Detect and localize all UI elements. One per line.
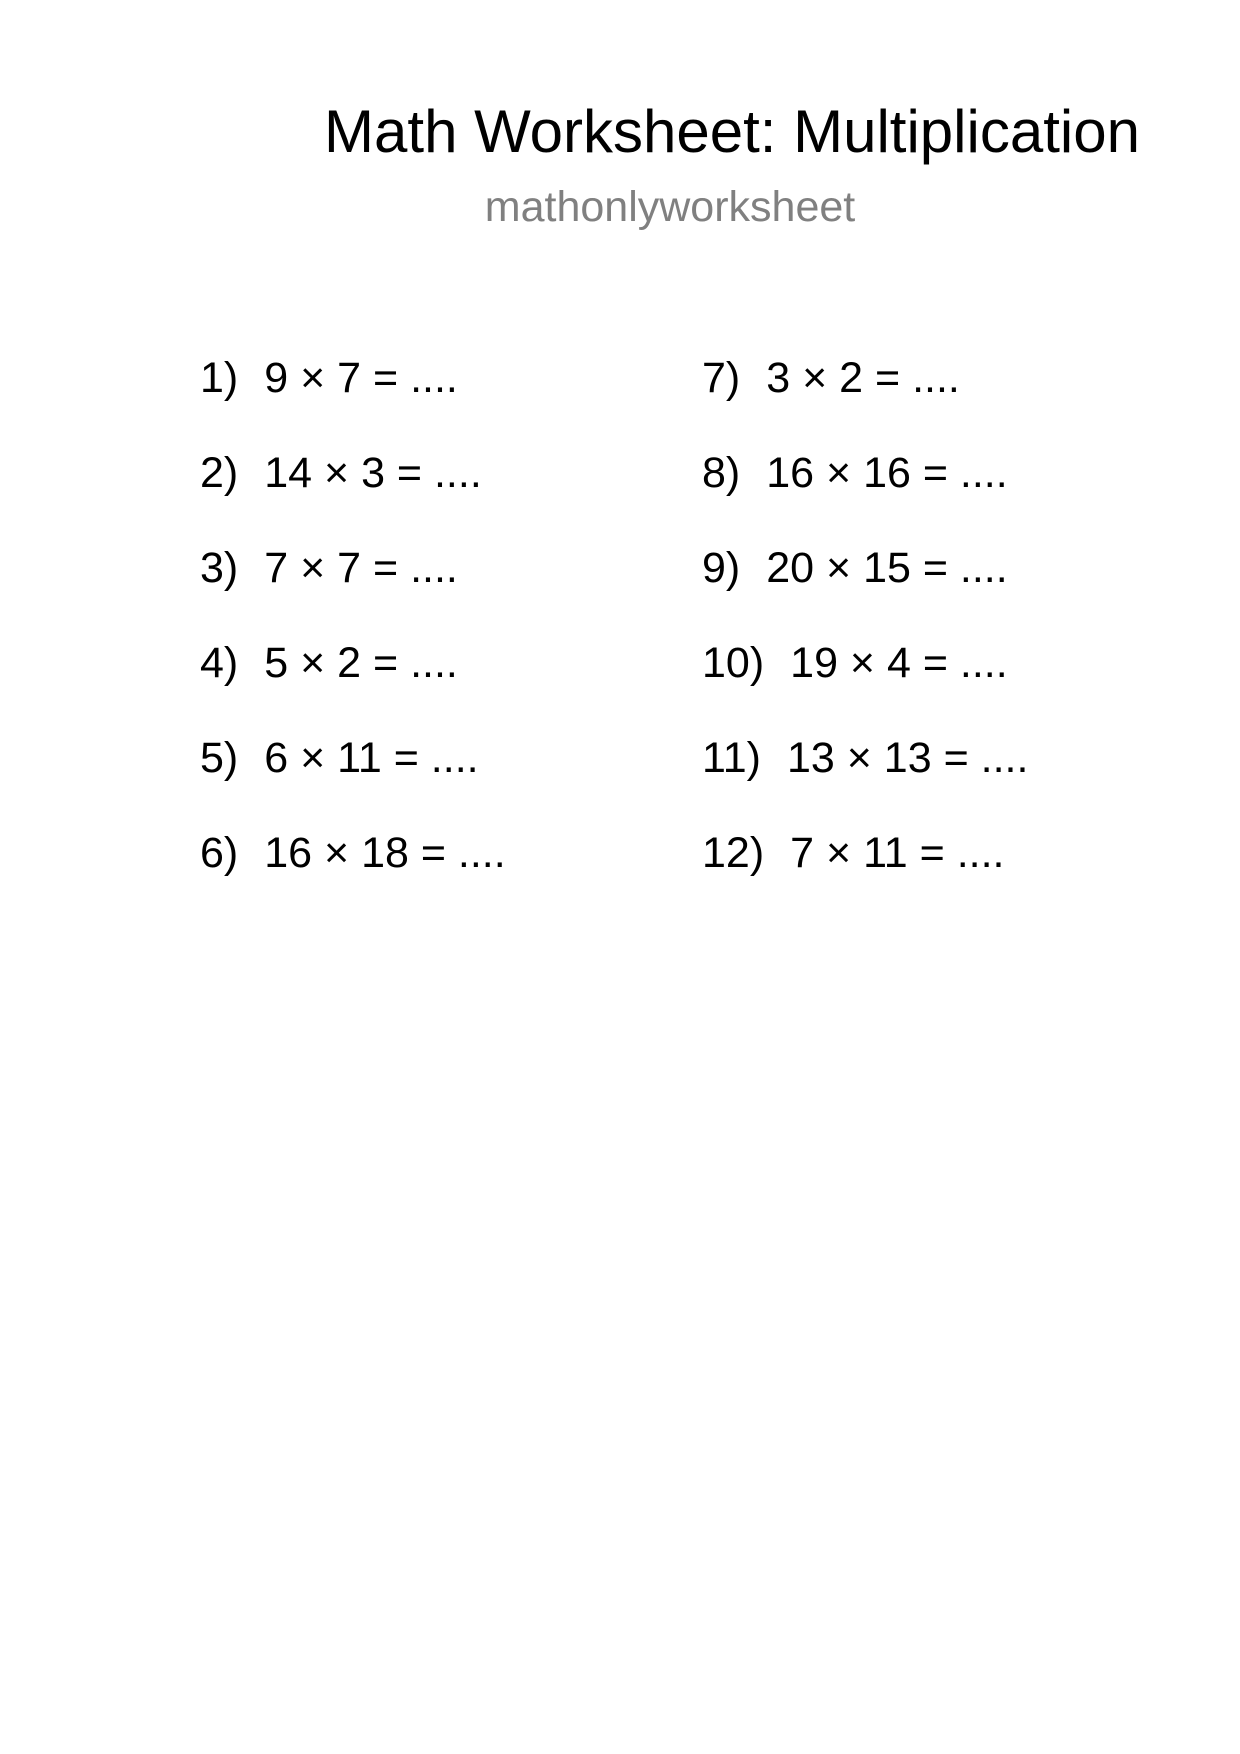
problem-item — [200, 352, 506, 447]
problem-number: 12) — [702, 829, 765, 877]
problem-number: 6) — [200, 829, 239, 877]
problem-item — [702, 447, 1028, 542]
problem-column-right — [702, 352, 1028, 922]
problem-item — [200, 542, 506, 637]
problem-item — [200, 637, 506, 732]
problem-number: 9) — [702, 544, 741, 592]
problem-item — [200, 732, 506, 827]
problem-item — [702, 637, 1028, 732]
problem-item — [702, 352, 1028, 447]
problem-item — [702, 827, 1028, 922]
problem-expression: 6 × 11 = .... — [264, 734, 479, 782]
problem-number: 4) — [200, 639, 239, 687]
problem-item — [702, 542, 1028, 637]
problem-expression: 5 × 2 = .... — [264, 639, 458, 687]
problem-item — [702, 732, 1028, 827]
problem-expression: 7 × 7 = .... — [264, 544, 458, 592]
problem-expression: 20 × 15 = .... — [766, 544, 1008, 592]
page-title: Math Worksheet: Multiplication — [324, 98, 1140, 165]
problem-number: 7) — [702, 354, 741, 402]
problem-number: 3) — [200, 544, 239, 592]
problem-expression: 16 × 16 = .... — [766, 449, 1008, 497]
problem-expression: 19 × 4 = .... — [790, 639, 1008, 687]
problem-expression: 9 × 7 = .... — [264, 354, 458, 402]
problem-number: 8) — [702, 449, 741, 497]
problem-expression: 16 × 18 = .... — [264, 829, 506, 877]
problem-column-left — [200, 352, 506, 922]
problem-item — [200, 827, 506, 922]
problem-item — [200, 447, 506, 542]
problem-number: 1) — [200, 354, 239, 402]
problem-expression: 14 × 3 = .... — [264, 449, 482, 497]
problem-number: 5) — [200, 734, 239, 782]
problem-expression: 13 × 13 = .... — [786, 734, 1029, 782]
problem-number: 11) — [702, 734, 761, 782]
problem-number: 2) — [200, 449, 239, 497]
problem-number: 10) — [702, 639, 765, 687]
problem-expression: 7 × 11 = .... — [790, 829, 1005, 877]
problem-expression: 3 × 2 = .... — [766, 354, 960, 402]
page-subtitle: mathonlyworksheet — [484, 183, 856, 231]
